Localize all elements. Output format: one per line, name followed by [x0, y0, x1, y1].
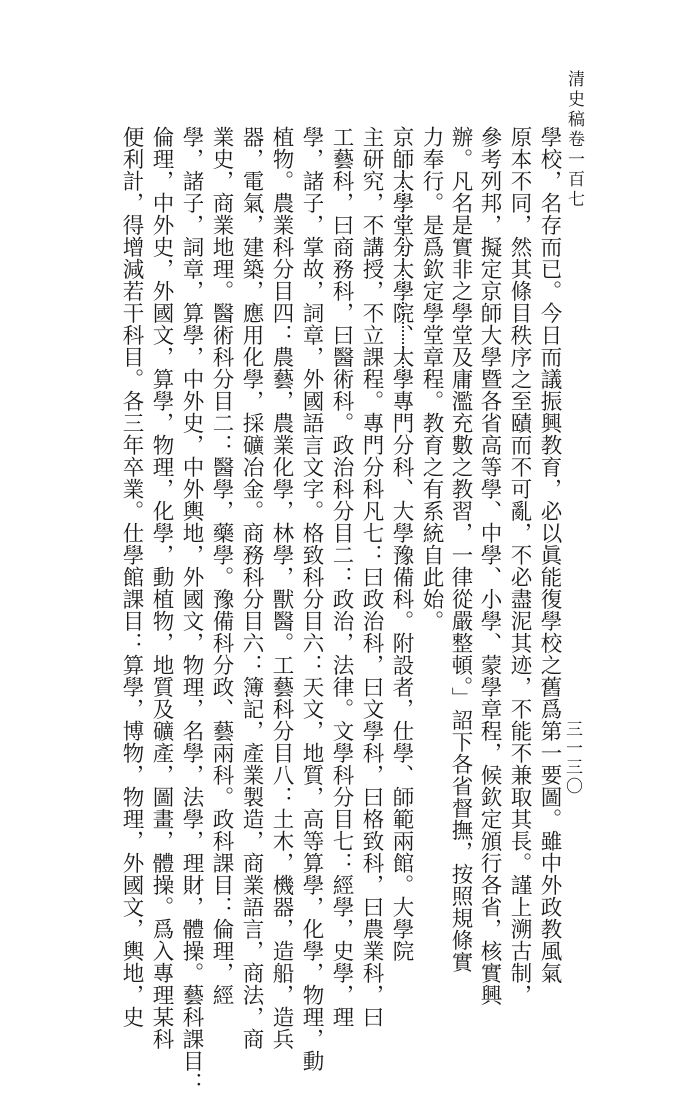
text-column: 工藝科，曰商務科，曰醫術科。政治科分目二：政治，法律。文學科分目七：經學，史學，理	[329, 126, 354, 1028]
text-column: 學，諸子，詞章，算學，中外史，中外輿地，外國文，物理，名學，法學，理財，體操。藝科課目：	[179, 126, 204, 1094]
text-column: 京師大學堂分大學院、大學專門分科、大學豫備科。附設者，仕學、師範兩館。大學院	[389, 126, 414, 962]
text-column: 學校，名存而已。今日而議振興教育，必以眞能復學校之舊爲第一要圖。雖中外政教風氣	[537, 126, 562, 984]
text-column: 業史，商業地理。醫術科分目二：醫學，藥學。豫備科分政、藝兩科。政科課目：倫理，經	[209, 126, 234, 1006]
text-column: 力奉行。是爲欽定學堂章程。教育之有系統自此始。	[419, 126, 444, 632]
running-title: 清史稿卷一百七	[564, 70, 584, 210]
text-column: 倫理，中外史，外國文，算學，物理，化學，動植物，地質及礦產，圖畫，體操。爲入專理某科	[149, 126, 174, 1050]
text-column: 器，電氣，建築，應用化學，採礦冶金。商務科分目六：簿記，產業製造，商業語言，商法，商	[239, 126, 264, 1050]
text-column: 植物。農業科分目四：農藝，農業化學，林學，獸醫。工藝科分目八：土木，機器，造船，造兵	[269, 126, 294, 1050]
text-column: 原本不同，然其條目秩序之至賾而不可亂，不必盡泥其迹，不能不兼取其長。謹上溯古制，	[507, 126, 532, 1006]
text-column: 辦。凡名是實非之學堂及庸濫充數之教習，一律從嚴整頓。」詔下各省督撫，按照規條實	[448, 126, 473, 974]
proper-noun-underline	[402, 166, 406, 380]
text-column: 主研究，不講授，不立課程。專門分科凡七：曰政治科，曰文學科，曰格致科，曰農業科，曰	[359, 126, 384, 1028]
text-column: 參考列邦，擬定京師大學暨各省高等學、中學、小學、蒙學章程，候欽定頒行各省，核實興	[477, 126, 502, 1006]
text-column: 學，諸子，掌故，詞章，外國語言文字。格致科分目六：天文，地質，高等算學，化學，物理，動	[299, 126, 324, 1072]
text-column: 便利計，得增減若干科目。各三年卒業。仕學館課目：算學，博物，物理，外國文，輿地，史	[119, 126, 144, 1028]
page-number: 三一三〇	[562, 720, 582, 796]
